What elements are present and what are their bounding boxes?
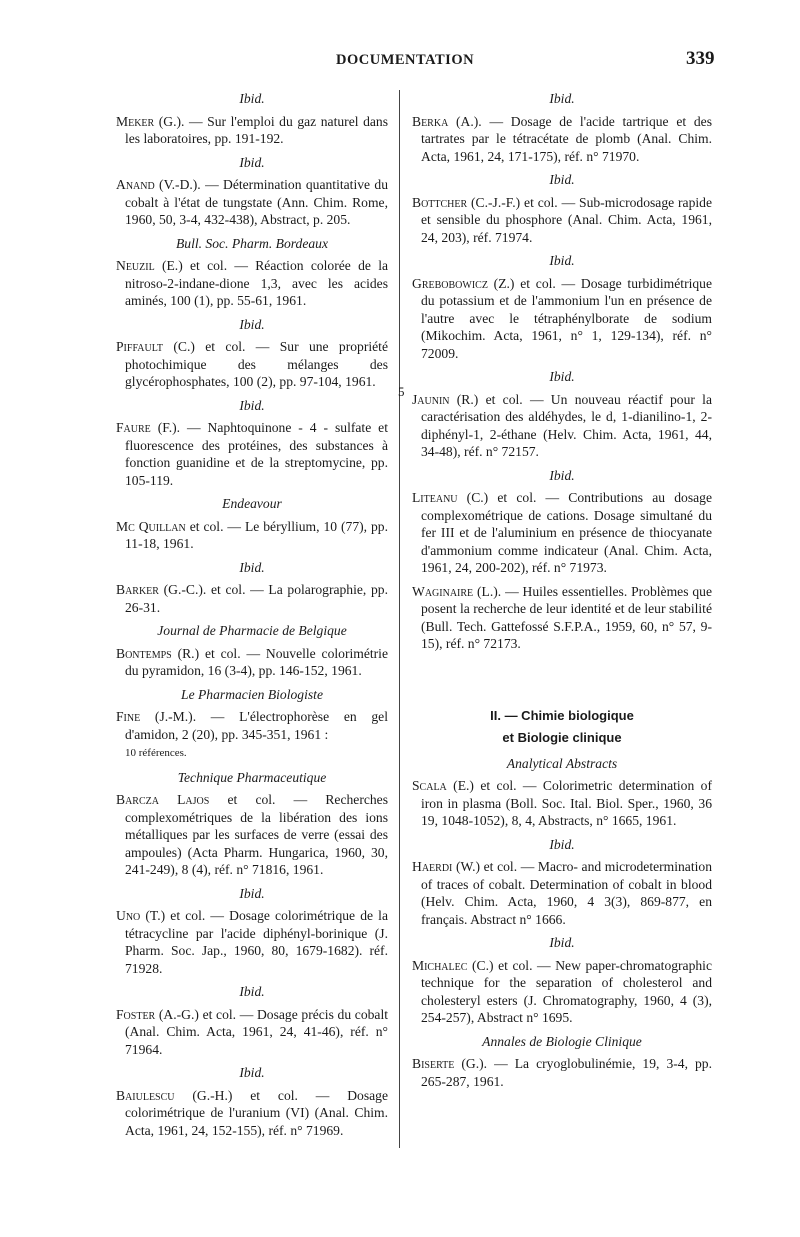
bibliography-entry [116, 518, 388, 553]
entry-text: — Huiles essentielles. Problèmes que posent la recherche de leur identité et de leur stabilité (Bull. Tech. Gattefossé S.F.P.A., 1959, 60, n° 57, 9-15), réf. n° 72173. [421, 583, 712, 651]
entry-author: Scala (E.) [412, 778, 474, 793]
left-column [116, 84, 388, 1145]
journal-heading: Bull. Soc. Pharm. Bordeaux [175, 235, 329, 251]
entry-text: et col. — Macro- and microdetermination of traces of cobalt. Determination of cobalt in blood (Helv. Chim. Acta, 1960, 4 3(3), 869-877, en français. Abstract n° 1666. [421, 859, 712, 927]
journal-heading: Ibid. [239, 885, 265, 901]
entry-text: et col. — Le béryllium, 10 (77), pp. 11-18, 1961. [125, 518, 389, 551]
bibliography-entry [116, 113, 388, 148]
journal-heading: Endeavour [222, 496, 282, 511]
entry-author: Jaunin (R.) [412, 391, 479, 407]
entry-note: 10 références. [125, 747, 187, 759]
entry-author: Mc Quillan [116, 518, 186, 534]
journal-heading: Ibid. [239, 1065, 265, 1080]
entry-author: Anand (V.-D.). [116, 177, 201, 192]
entry-text: et col. — Recherches complexométriques de la libération des ions métalliques par les surfaces de verre (essai des ampoules) (Acta Pharm. Hungarica, 1960, 30, 241-249), 8 (4), réf. n° 71816, 1961. [125, 792, 389, 877]
journal-heading: Ibid. [239, 91, 265, 106]
journal-heading: Ibid. [239, 316, 265, 332]
entry-text: — Détermination quantitative du cobalt à l'état de tungstate (Ann. Chim. Rome, 1960, 50, 3-4, 432-438), Abstract, p. 205. [125, 177, 388, 227]
entry-text: — Dosage de l'acide tartrique et des tartrates par le tétracétate de plomb (Anal. Chim. Acta, 1961, 24, 171-175), réf. n° 71970. [421, 113, 712, 164]
right-column [412, 84, 712, 1096]
bibliography-entry [412, 957, 712, 1027]
entry-author: Fine (J.-M.). [116, 709, 197, 724]
journal-heading: Ibid. [549, 369, 575, 384]
entry-text: et col. — Colorimetric determination of iron in plasma (Boll. Soc. Ital. Biol. Sper., 1960, 36 19, 1048-1052), 8, 4, Abstracts, n° 1665, 1961. [421, 778, 712, 828]
entry-author: Uno (T.) [116, 908, 166, 923]
entry-text: — Sur l'emploi du gaz naturel dans les laboratoires, pp. 191-192. [125, 113, 388, 146]
bibliography-entry [116, 645, 388, 680]
entry-author: Barker (G.-C.). [116, 582, 207, 597]
journal-heading: Ibid. [549, 91, 575, 106]
entry-text: et col. — La polarographie, pp. 26-31. [125, 582, 388, 615]
section-title [412, 705, 712, 749]
bibliography-entry [412, 489, 712, 577]
entry-text: — L'électrophorèse en gel d'amidon, 2 (20), pp. 345-351, 1961 : [125, 709, 388, 742]
entry-author: Grebobowicz (Z.) [412, 275, 515, 291]
entry-text: et col. — Dosage précis du cobalt (Anal. Chim. Acta, 1961, 24, 41-46), réf. n° 71964. [125, 1006, 388, 1057]
journal-heading: Annales de Biologie Clinique [482, 1033, 642, 1049]
entry-text: et col. — Sub-microdosage rapide et sensible du phosphore (Anal. Chim. Acta, 1961, 24, 203), réf. 71974. [421, 194, 712, 245]
journal-heading: Analytical Abstracts [506, 755, 618, 771]
entry-author: Bontemps (R.) [116, 645, 200, 661]
entry-author: Liteanu (C.) [412, 490, 489, 505]
entry-author: Faure (F.). [116, 420, 181, 435]
bibliography-entry [412, 194, 712, 247]
entry-author: Foster (A.-G.) [116, 1006, 199, 1022]
journal-heading: Journal de Pharmacie de Belgique [157, 623, 347, 638]
entry-author: Neuzil (E.) [116, 258, 183, 273]
entry-text: et col. — Contributions au dosage complexométrique de cations. Dosage simultané du fer III et de l'aluminium en présence de thiocyanate d'ammonium comme indicateur (Anal. Chim. Acta, 1961, 24, 200-202), réf. n° 71973. [421, 490, 713, 575]
journal-heading: Ibid. [549, 836, 575, 852]
bibliography-entry [116, 581, 388, 616]
bibliography-entry [412, 583, 712, 653]
column-divider [399, 90, 400, 1148]
bibliography-entry [116, 791, 388, 879]
journal-heading: Ibid. [549, 172, 575, 187]
entry-author: Piffault (C.) [116, 339, 195, 354]
journal-heading: Le Pharmacien Biologiste [181, 686, 323, 702]
entry-author: Barcza Lajos [116, 792, 210, 807]
bibliography-entry [412, 1055, 712, 1090]
bibliography-entry [412, 777, 712, 830]
journal-heading: Ibid. [549, 253, 575, 268]
bibliography-entry [116, 419, 388, 489]
entry-text: — Naphtoquinone - 4 - sulfate et fluorescence des protéines, des substances à fonction guanidine et de la streptomycine, pp. 105-119. [125, 420, 388, 488]
bibliography-entry [116, 1087, 388, 1140]
entry-text: et col. — New paper-chromatographic technique for the separation of cholesterol and cholesteryl esters (J. Chromatography, 1960, 4 (3), 254-257), Abstract n° 1695. [421, 957, 712, 1025]
entry-author: Michalec (C.) [412, 957, 494, 973]
section-title-line1: II. — Chimie biologique [490, 707, 634, 723]
bibliography-entry [116, 907, 388, 977]
entry-text: — La cryoglobulinémie, 19, 3-4, pp. 265-287, 1961. [421, 1056, 712, 1089]
section-title-line2: et Biologie clinique [502, 729, 622, 745]
entry-text: et col. — Dosage colorimétrique de la tétracycline par l'acide diphényl-borinique (J. Pharm. Soc. Jap., 1960, 80, 1679-1682). réf. 71928. [125, 908, 388, 976]
entry-author: Haerdi (W.) [412, 859, 481, 874]
bibliography-entry [412, 275, 712, 363]
journal-heading: Ibid. [549, 467, 575, 483]
bibliography-entry [412, 113, 712, 166]
entry-author: Berka (A.). [412, 113, 482, 129]
entry-author: Meker (G.). [116, 113, 185, 129]
journal-heading: Ibid. [549, 935, 575, 950]
running-title: DOCUMENTATION [336, 52, 475, 68]
entry-text: et col. — Sur une propriété photochimique des mélanges des glycérophosphates, 100 (2), pp. 97-104, 1961. [125, 339, 388, 389]
bibliography-entry [116, 338, 388, 391]
journal-heading: Ibid. [239, 559, 265, 575]
entry-text: et col. — Un nouveau réactif pour la caractérisation des aldéhydes, le d, 1-dianilino-1, 2-diphényl-1, 2-éthane (Helv. Chim. Acta, 1961, 44, 34-48), réf. n° 72157. [421, 391, 712, 459]
journal-heading: Technique Pharmaceutique [177, 769, 327, 785]
page-number: 339 [686, 48, 715, 69]
entry-author: Baiulescu (G.-H.) [116, 1087, 233, 1103]
entry-author: Bottcher (C.-J.-F.) [412, 194, 521, 210]
bibliography-entry [116, 257, 388, 310]
entry-text: et col. — Réaction colorée de la nitroso-2-indane-dione 1,3, avec les acides aminés, 100 (1), pp. 55-61, 1961. [125, 258, 388, 308]
journal-heading: Ibid. [239, 984, 265, 999]
bibliography-entry [116, 176, 388, 229]
bibliography-entry [116, 708, 388, 763]
bibliography-entry [412, 391, 712, 461]
entry-text: et col. — Dosage colorimétrique de l'uranium (VI) (Anal. Chim. Acta, 1961, 24, 152-155), réf. n° 71969. [125, 1087, 388, 1138]
entry-text: et col. — Nouvelle colorimétrie du pyramidon, 16 (3-4), pp. 146-152, 1961. [125, 645, 388, 678]
bibliography-entry [412, 858, 712, 928]
margin-line-number: 5 [398, 384, 405, 399]
entry-author: Biserte (G.). [412, 1056, 488, 1071]
entry-text: et col. — Dosage turbidimétrique du potassium et de l'ammonium l'un en présence de l'autre avec le tétraphénylborate de sodium (Mikochim. Acta, 1961, n° 1, 129-134), réf. n° 72009. [421, 275, 712, 361]
bibliography-entry [116, 1006, 388, 1059]
journal-heading: Ibid. [239, 397, 265, 413]
entry-author: Waginaire (L.). [412, 583, 502, 599]
journal-heading: Ibid. [239, 154, 265, 170]
